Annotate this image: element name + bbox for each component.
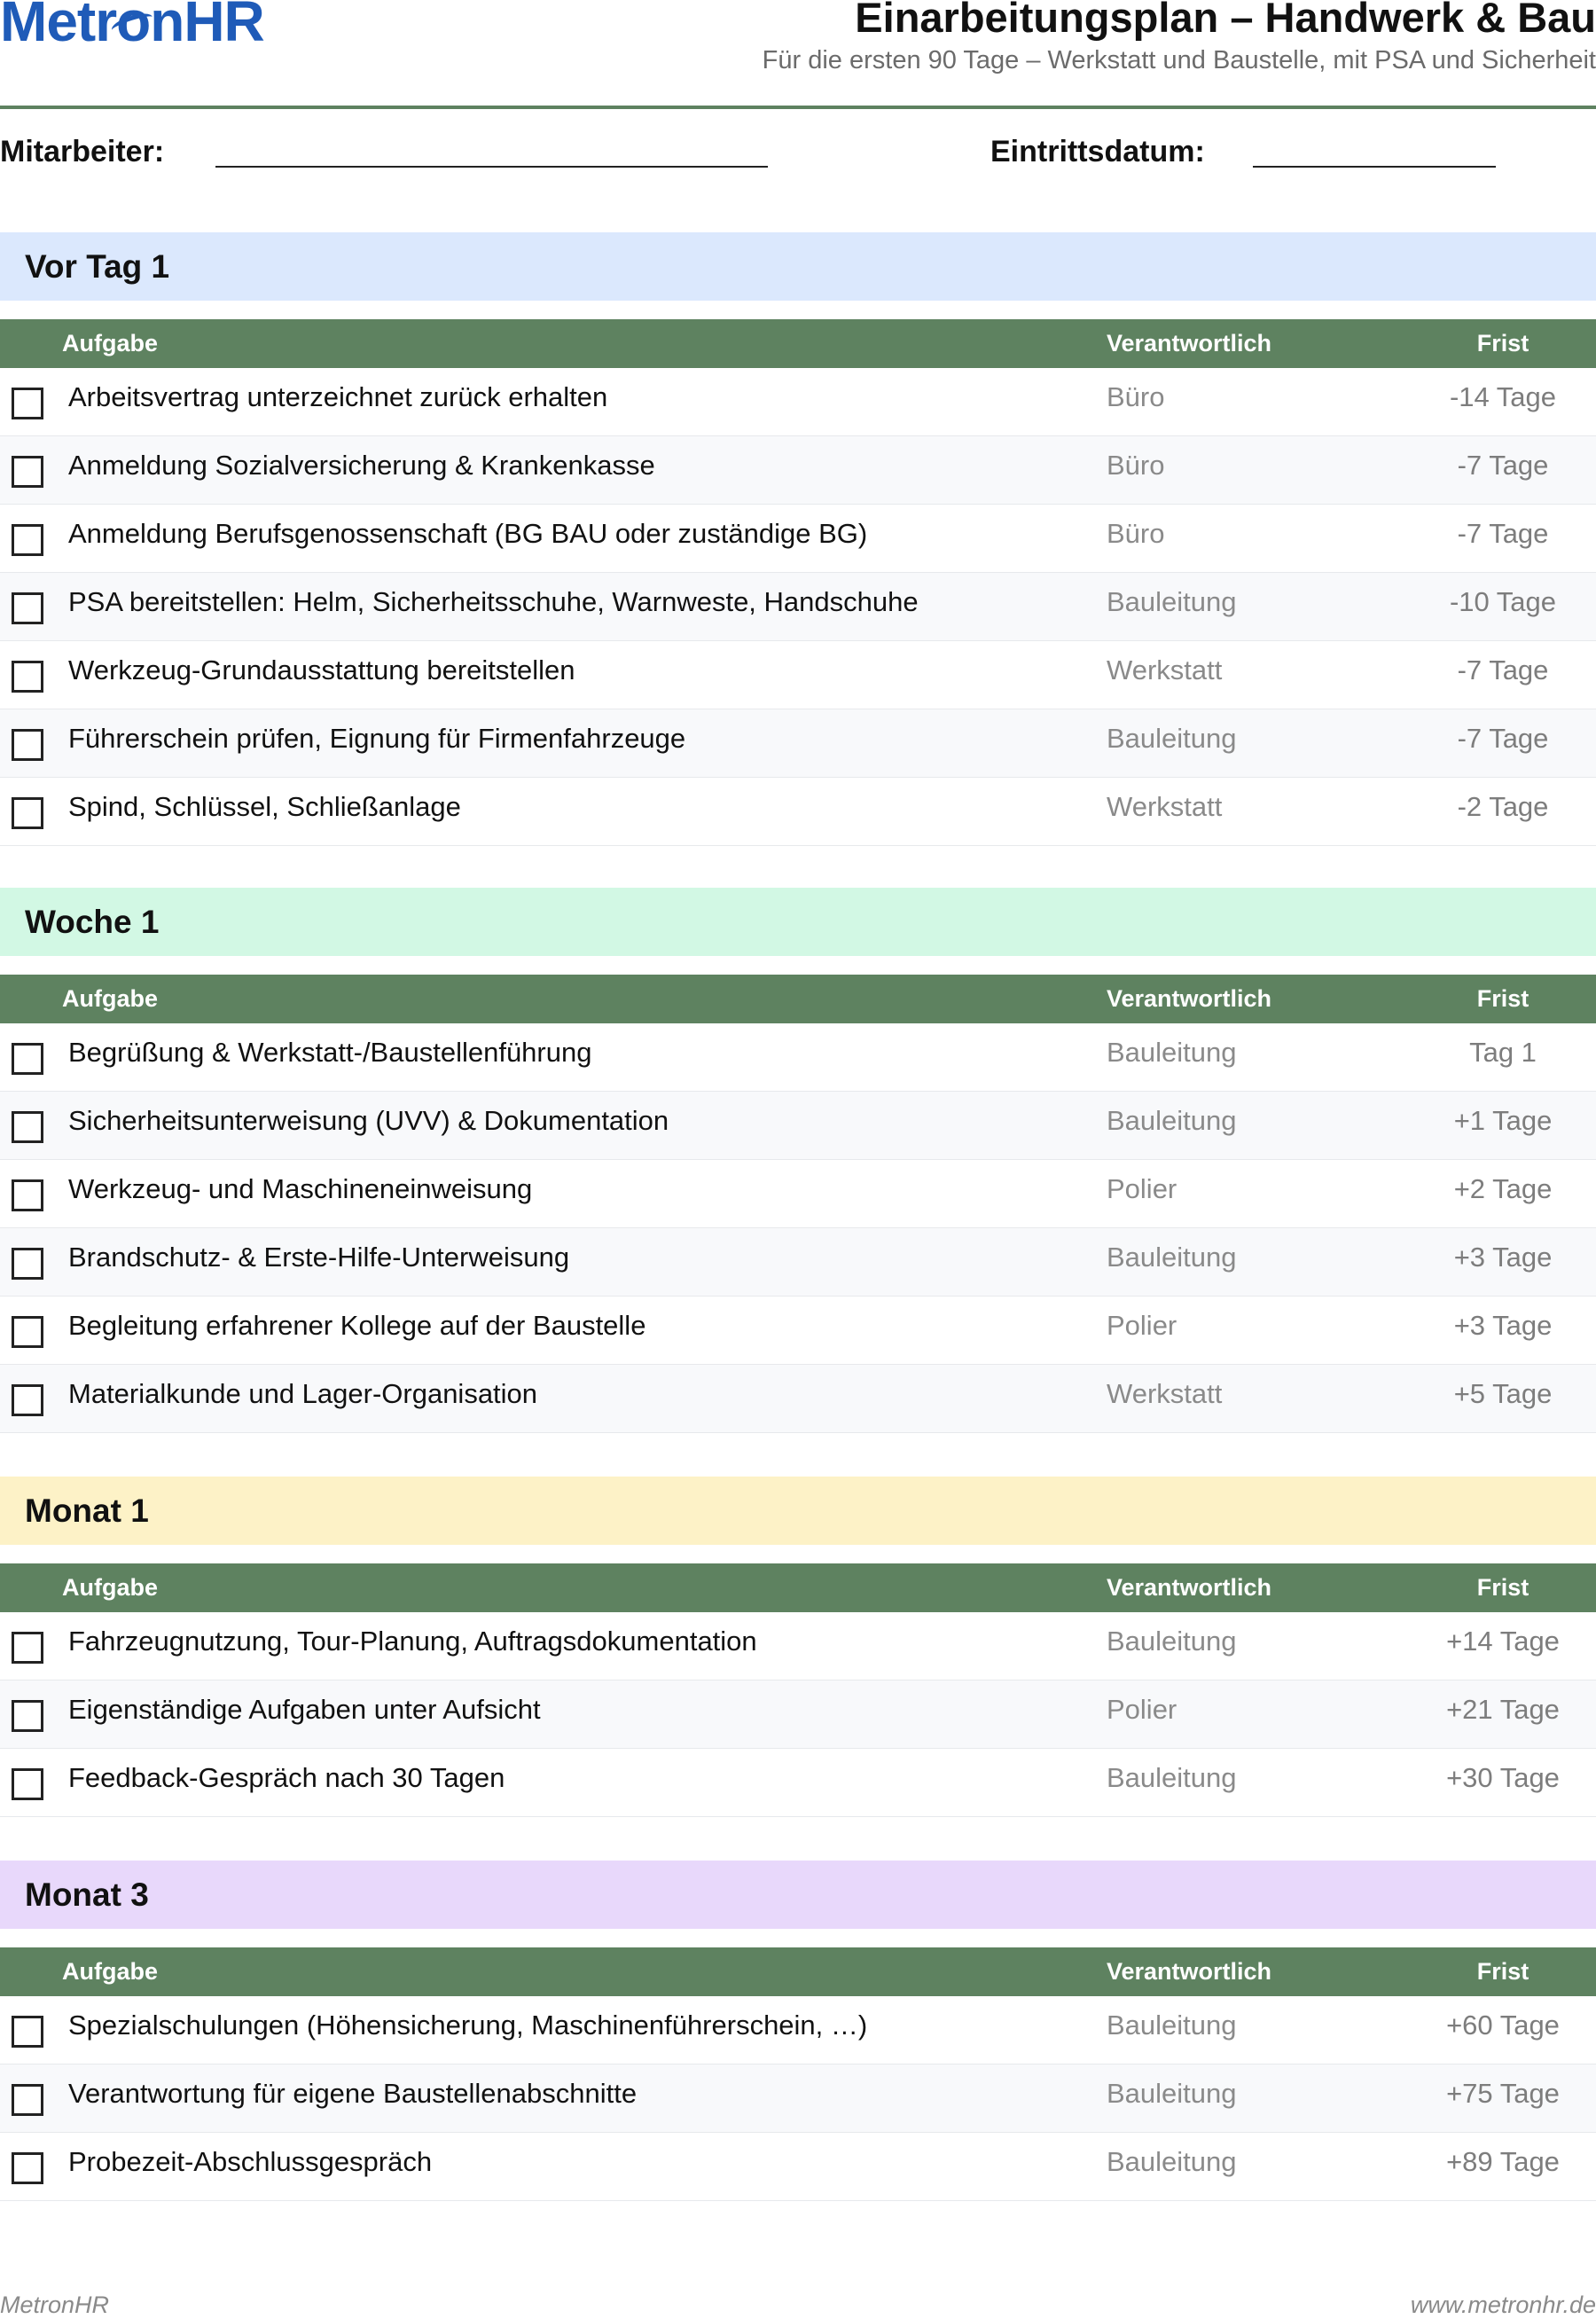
due-text: +14 Tage xyxy=(1446,1626,1560,1657)
column-header-task: Aufgabe xyxy=(62,1574,158,1601)
task-checkbox[interactable] xyxy=(12,2152,43,2184)
responsible-text: Bauleitung xyxy=(1107,1037,1237,1068)
orbit-icon xyxy=(110,10,155,37)
table-row xyxy=(0,573,1596,641)
task-text: Arbeitsvertrag unterzeichnet zurück erhalten xyxy=(68,381,608,412)
task-checkbox[interactable] xyxy=(12,797,43,829)
employee-label: Mitarbeiter: xyxy=(0,135,165,168)
table-row xyxy=(0,436,1596,505)
column-header-responsible: Verantwortlich xyxy=(1107,330,1272,356)
table-header xyxy=(0,975,1596,1023)
task-text: Brandschutz- & Erste-Hilfe-Unterweisung xyxy=(68,1242,570,1273)
table-row xyxy=(0,368,1596,436)
due-text: +89 Tage xyxy=(1446,2146,1560,2177)
task-text: Feedback-Gespräch nach 30 Tagen xyxy=(68,1762,505,1793)
task-checkbox[interactable] xyxy=(12,1248,43,1280)
table-row xyxy=(0,709,1596,778)
responsible-text: Bauleitung xyxy=(1107,1105,1237,1136)
due-text: +5 Tage xyxy=(1453,1378,1553,1409)
footer-brand: MetronHR xyxy=(0,2292,110,2318)
column-header-task: Aufgabe xyxy=(62,985,158,1012)
due-text: -14 Tage xyxy=(1449,381,1557,412)
responsible-text: Bauleitung xyxy=(1107,1762,1237,1793)
task-text: Eigenständige Aufgaben unter Aufsicht xyxy=(68,1694,541,1725)
due-text: +2 Tage xyxy=(1453,1173,1553,1204)
start-date-input-line[interactable] xyxy=(1253,166,1496,168)
column-header-responsible: Verantwortlich xyxy=(1107,985,1272,1012)
responsible-text: Werkstatt xyxy=(1107,1378,1223,1409)
due-text: -7 Tage xyxy=(1457,450,1549,481)
employee-input-line[interactable] xyxy=(215,166,768,168)
table-row xyxy=(0,1023,1596,1092)
responsible-text: Büro xyxy=(1107,381,1165,412)
task-checkbox[interactable] xyxy=(12,1700,43,1732)
column-header-responsible: Verantwortlich xyxy=(1107,1958,1272,1985)
column-header-due: Frist xyxy=(1476,1574,1530,1601)
task-text: Anmeldung Berufsgenossenschaft (BG BAU oder zuständige BG) xyxy=(68,518,868,549)
responsible-text: Polier xyxy=(1107,1310,1177,1341)
task-text: Werkzeug- und Maschineneinweisung xyxy=(68,1173,533,1204)
table-header xyxy=(0,1563,1596,1612)
logo-text-part1: Metr xyxy=(0,0,117,53)
responsible-text: Büro xyxy=(1107,518,1165,549)
task-checkbox[interactable] xyxy=(12,1179,43,1211)
task-checkbox[interactable] xyxy=(12,661,43,693)
table-row xyxy=(0,1996,1596,2064)
section-heading: Vor Tag 1 xyxy=(0,232,1596,301)
logo-orbit-o: o xyxy=(116,0,150,50)
responsible-text: Werkstatt xyxy=(1107,654,1223,686)
header-divider xyxy=(0,106,1596,109)
column-header-responsible: Verantwortlich xyxy=(1107,1574,1272,1601)
task-text: Verantwortung für eigene Baustellenabschnitte xyxy=(68,2078,638,2109)
task-checkbox[interactable] xyxy=(12,2084,43,2116)
start-date-label: Eintrittsdatum: xyxy=(990,135,1205,168)
task-text: Fahrzeugnutzung, Tour-Planung, Auftragsdokumentation xyxy=(68,1626,757,1657)
column-header-task: Aufgabe xyxy=(62,330,158,356)
responsible-text: Bauleitung xyxy=(1107,1626,1237,1657)
due-text: +3 Tage xyxy=(1453,1242,1553,1273)
task-text: Materialkunde und Lager-Organisation xyxy=(68,1378,538,1409)
table-row xyxy=(0,778,1596,846)
table-header xyxy=(0,1947,1596,1996)
table-row xyxy=(0,1092,1596,1160)
due-text: -7 Tage xyxy=(1457,518,1549,549)
table-row xyxy=(0,2064,1596,2133)
responsible-text: Bauleitung xyxy=(1107,2146,1237,2177)
task-checkbox[interactable] xyxy=(12,1384,43,1416)
logo-text-part2: nHR xyxy=(150,0,264,53)
table-row xyxy=(0,1749,1596,1817)
due-text: -7 Tage xyxy=(1457,654,1549,686)
table-row xyxy=(0,1160,1596,1228)
responsible-text: Bauleitung xyxy=(1107,2078,1237,2109)
task-text: PSA bereitstellen: Helm, Sicherheitsschuhe, Warnweste, Handschuhe xyxy=(68,586,919,617)
responsible-text: Polier xyxy=(1107,1694,1177,1725)
task-text: Anmeldung Sozialversicherung & Krankenkasse xyxy=(68,450,655,481)
responsible-text: Bauleitung xyxy=(1107,586,1237,617)
task-text: Spind, Schlüssel, Schließanlage xyxy=(68,791,461,822)
task-text: Werkzeug-Grundausstattung bereitstellen xyxy=(68,654,575,686)
page-subtitle: Für die ersten 90 Tage – Werkstatt und Baustelle, mit PSA und Sicherheit xyxy=(762,46,1596,74)
table-row xyxy=(0,1680,1596,1749)
due-text: +60 Tage xyxy=(1446,2010,1560,2041)
responsible-text: Werkstatt xyxy=(1107,791,1223,822)
column-header-due: Frist xyxy=(1476,1958,1530,1985)
task-text: Begleitung erfahrener Kollege auf der Baustelle xyxy=(68,1310,646,1341)
due-text: Tag 1 xyxy=(1469,1037,1537,1068)
section-heading: Monat 1 xyxy=(0,1477,1596,1545)
due-text: +21 Tage xyxy=(1446,1694,1560,1725)
due-text: +3 Tage xyxy=(1453,1310,1553,1341)
table-row xyxy=(0,1297,1596,1365)
task-checkbox[interactable] xyxy=(12,388,43,419)
table-row xyxy=(0,1365,1596,1433)
due-text: -10 Tage xyxy=(1449,586,1557,617)
task-checkbox[interactable] xyxy=(12,729,43,761)
task-text: Führerschein prüfen, Eignung für Firmenfahrzeuge xyxy=(68,723,686,754)
responsible-text: Polier xyxy=(1107,1173,1177,1204)
task-checkbox[interactable] xyxy=(12,524,43,556)
table-row xyxy=(0,505,1596,573)
due-text: -2 Tage xyxy=(1457,791,1549,822)
task-checkbox[interactable] xyxy=(12,1043,43,1075)
section-heading: Woche 1 xyxy=(0,888,1596,956)
column-header-due: Frist xyxy=(1476,985,1530,1012)
column-header-task: Aufgabe xyxy=(62,1958,158,1985)
task-checkbox[interactable] xyxy=(12,456,43,488)
responsible-text: Bauleitung xyxy=(1107,723,1237,754)
due-text: -7 Tage xyxy=(1457,723,1549,754)
section-heading: Monat 3 xyxy=(0,1861,1596,1929)
task-checkbox[interactable] xyxy=(12,1632,43,1664)
responsible-text: Bauleitung xyxy=(1107,1242,1237,1273)
task-checkbox[interactable] xyxy=(12,592,43,624)
task-text: Probezeit-Abschlussgespräch xyxy=(68,2146,433,2177)
responsible-text: Büro xyxy=(1107,450,1165,481)
footer-website: www.metronhr.de xyxy=(1410,2292,1596,2318)
task-text: Begrüßung & Werkstatt-/Baustellenführung xyxy=(68,1037,592,1068)
responsible-text: Bauleitung xyxy=(1107,2010,1237,2041)
due-text: +1 Tage xyxy=(1453,1105,1553,1136)
table-header xyxy=(0,319,1596,368)
table-row xyxy=(0,1228,1596,1297)
task-checkbox[interactable] xyxy=(12,1768,43,1800)
table-row xyxy=(0,641,1596,709)
task-text: Spezialschulungen (Höhensicherung, Maschinenführerschein, …) xyxy=(68,2010,868,2041)
due-text: +30 Tage xyxy=(1446,1762,1560,1793)
task-checkbox[interactable] xyxy=(12,2016,43,2048)
page-title: Einarbeitungsplan – Handwerk & Bau xyxy=(855,0,1596,41)
task-text: Sicherheitsunterweisung (UVV) & Dokumentation xyxy=(68,1105,669,1136)
metronhr-logo xyxy=(0,0,264,53)
task-checkbox[interactable] xyxy=(12,1316,43,1348)
task-checkbox[interactable] xyxy=(12,1111,43,1143)
table-row xyxy=(0,2133,1596,2201)
table-row xyxy=(0,1612,1596,1680)
column-header-due: Frist xyxy=(1476,330,1530,356)
due-text: +75 Tage xyxy=(1446,2078,1560,2109)
